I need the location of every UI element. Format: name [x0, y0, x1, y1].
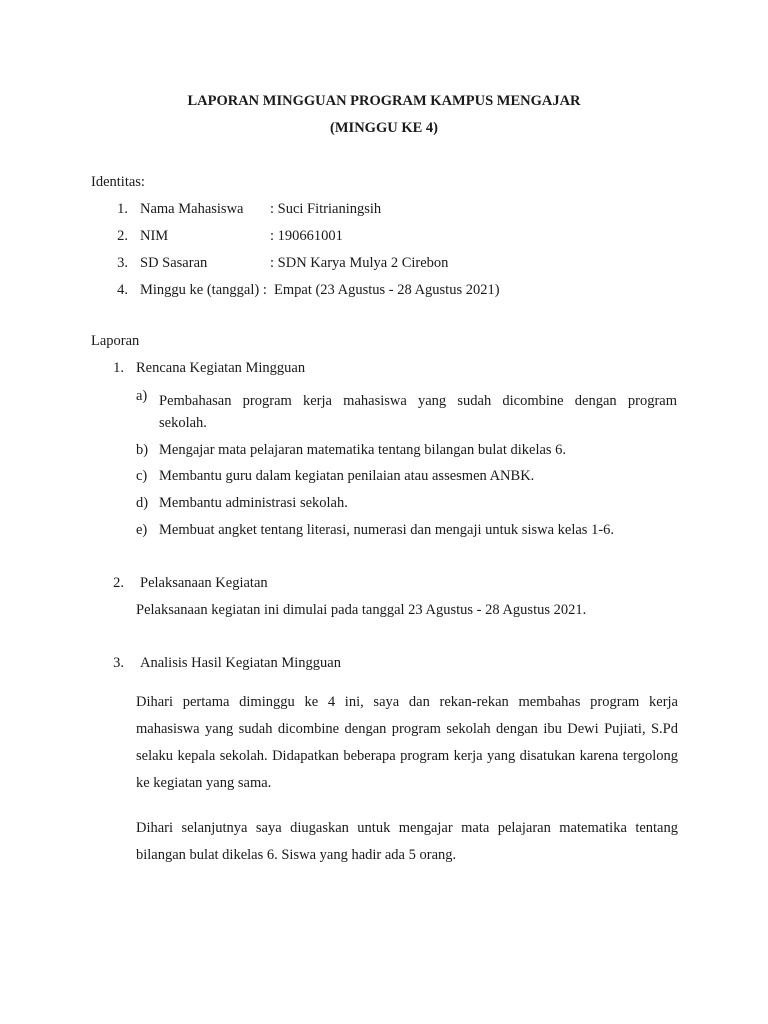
list-letter: e) [136, 522, 148, 538]
identitas-number: 2. [117, 228, 128, 244]
list-item-text: Membantu administrasi sekolah. [159, 495, 348, 511]
list-item-text: Mengajar mata pelajaran matematika tentang bilangan bulat dikelas 6. [159, 442, 567, 458]
identitas-value: Empat (23 Agustus - 28 Agustus 2021) [274, 282, 500, 298]
identitas-number: 4. [117, 282, 128, 298]
identitas-label: NIM [140, 228, 169, 244]
section-number: 3. [113, 655, 124, 671]
identitas-value: : SDN Karya Mulya 2 Cirebon [270, 255, 449, 271]
section-title: Analisis Hasil Kegiatan Mingguan [140, 655, 341, 671]
laporan-heading: Laporan [91, 333, 140, 349]
list-item-text: Membantu guru dalam kegiatan penilaian atau assesmen ANBK. [159, 468, 535, 484]
identitas-label: SD Sasaran [140, 255, 208, 271]
list-letter: a) [136, 388, 148, 404]
section-number: 1. [113, 360, 124, 376]
list-letter: d) [136, 495, 149, 511]
identitas-number: 1. [117, 201, 128, 217]
identitas-label: Nama Mahasiswa [140, 201, 244, 217]
analysis-paragraph: Dihari pertama diminggu ke 4 ini, saya dan rekan-rekan membahas program kerja mahasiswa yang sudah dicombine dengan program sekolah dengan ibu Dewi Pujiati, S.Pd selaku kepala sekolah. Didapatkan beberapa program kerja yang disatukan karena tergolong ke kegiatan yang sama. [136, 694, 678, 791]
list-item-text: sekolah. [159, 415, 207, 431]
section-title: Pelaksanaan Kegiatan [140, 575, 268, 591]
section-number: 2. [113, 575, 124, 591]
list-letter: c) [136, 468, 148, 484]
list-letter: b) [136, 442, 149, 458]
list-item-text: Pembahasan program kerja mahasiswa yang sudah dicombine dengan program [159, 393, 677, 409]
report-subtitle: (MINGGU KE 4) [330, 120, 438, 136]
identitas-heading: Identitas: [91, 174, 145, 190]
analysis-paragraph: Dihari selanjutnya saya diugaskan untuk mengajar mata pelajaran matematika tentang bilangan bulat dikelas 6. Siswa yang hadir ada 5 orang. [136, 820, 678, 863]
identitas-value: : 190661001 [270, 228, 343, 244]
identitas-label: Minggu ke (tanggal) : [140, 282, 267, 298]
list-item-text: Membuat angket tentang literasi, numerasi dan mengaji untuk siswa kelas 1-6. [159, 522, 615, 538]
identitas-number: 3. [117, 255, 128, 271]
identitas-value: : Suci Fitrianingsih [270, 201, 382, 217]
section-text: Pelaksanaan kegiatan ini dimulai pada tanggal 23 Agustus - 28 Agustus 2021. [136, 602, 587, 618]
section-title: Rencana Kegiatan Mingguan [136, 360, 306, 376]
report-title: LAPORAN MINGGUAN PROGRAM KAMPUS MENGAJAR [187, 93, 581, 109]
